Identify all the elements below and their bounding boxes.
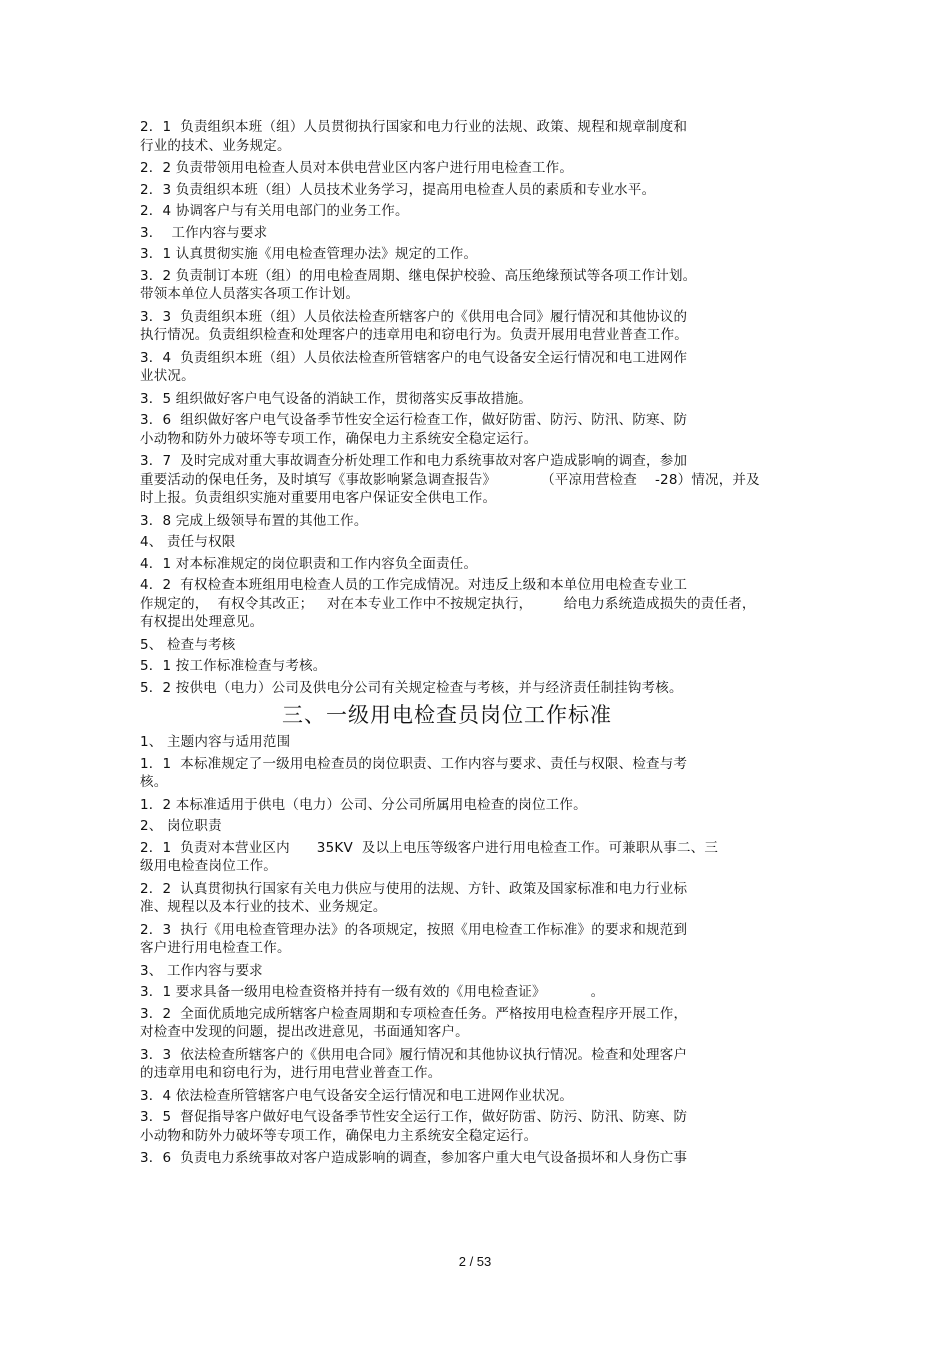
paragraph: 3．5 督促指导客户做好电气设备季节性安全运行工作，做好防雷、防污、防汛、防寒、防 小动物和防外力破坏等专项工作，确保电力主系统安全稳定运行。 — [140, 1109, 688, 1144]
paragraph: 2．4 协调客户与有关用电部门的业务工作。 — [140, 203, 409, 219]
paragraphs-after-heading — [140, 733, 830, 1168]
paragraph: 1．1 本标准规定了一级用电检查员的岗位职责、工作内容与要求、责任与权限、检查与考 核。 — [140, 755, 688, 790]
paragraph: 3．6 负责电力系统事故对客户造成影响的调查，参加客户重大电气设备损坏和人身伤亡事 — [140, 1150, 688, 1166]
paragraph: 3．2 全面优质地完成所辖客户检查周期和专项检查任务。严格按用电检查程序开展工作， 对检查中发现的问题，提出改进意见，书面通知客户。 — [140, 1005, 688, 1040]
paragraph: 5、 检查与考核 — [140, 636, 236, 653]
paragraph: 3．5 组织做好客户电气设备的消缺工作，贯彻落实反事故措施。 — [140, 390, 532, 407]
paragraph: 2．2 认真贯彻执行国家有关电力供应与使用的法规、方针、政策及国家标准和电力行业标 准、规程以及本行业的技术、业务规定。 — [140, 880, 688, 915]
page-number: 2 / 53 — [458, 1254, 492, 1269]
document-body — [140, 118, 830, 1171]
paragraph: 3．6 组织做好客户电气设备季节性安全运行检查工作，做好防雷、防污、防汛、防寒、防 小动物和防外力破坏等专项工作，确保电力主系统安全稳定运行。 — [140, 412, 688, 447]
paragraph: 4．2 有权检查本班组用电检查人员的工作完成情况。对违反上级和本单位用电检查专业工 作规定的， 有权令其改正； 对在本专业工作中不按规定执行， 给电力系统造成损失的责任者， 有权提出处理意见。 — [140, 577, 756, 630]
paragraph: 2．3 执行《用电检查管理办法》的各项规定，按照《用电检查工作标准》的要求和规范到 客户进行用电检查工作。 — [140, 921, 688, 956]
paragraph: 2．2 负责带领用电检查人员对本供电营业区内客户进行用电检查工作。 — [140, 160, 574, 176]
paragraph: 5．1 按工作标准检查与考核。 — [140, 658, 327, 674]
paragraphs-before-heading — [140, 118, 830, 697]
paragraph: 3． 工作内容与要求 — [140, 224, 268, 241]
paragraph: 2．1 负责组织本班（组）人员贯彻执行国家和电力行业的法规、政策、规程和规章制度和 行业的技术、业务规定。 — [140, 119, 688, 154]
paragraph: 3．3 依法检查所辖客户的《供用电合同》履行情况和其他协议执行情况。检查和处理客户 的违章用电和窃电行为，进行用电营业普查工作。 — [140, 1046, 688, 1081]
paragraph: 3．8 完成上级领导布置的其他工作。 — [140, 512, 368, 529]
paragraph: 1、 主题内容与适用范围 — [140, 734, 291, 750]
paragraph: 5．2 按供电（电力）公司及供电分公司有关规定检查与考核，并与经济责任制挂钩考核。 — [140, 679, 683, 696]
paragraph: 3．1 要求具备一级用电检查资格并持有一级有效的《用电检查证》 。 — [140, 984, 605, 1000]
paragraph: 3．1 认真贯彻实施《用电检查管理办法》规定的工作。 — [140, 246, 478, 262]
paragraph: 3．2 负责制订本班（组）的用电检查周期、继电保护校验、高压绝缘预试等各项工作计划。 带领本单位人员落实各项工作计划。 — [140, 267, 697, 302]
paragraph: 3．7 及时完成对重大事故调查分析处理工作和电力系统事故对客户造成影响的调查，参加 重要活动的保电任务，及时填写《事故影响紧急调查报告》 （平凉用营检查 -28）情况，并及 时上报。负责组织实施对重要用电客户保证安全供电工作。 — [140, 453, 760, 506]
paragraph: 3．4 负责组织本班（组）人员依法检查所管辖客户的电气设备安全运行情况和电工进网作 业状况。 — [140, 349, 688, 384]
paragraph: 1．2 本标准适用于供电（电力）公司、分公司所属用电检查的岗位工作。 — [140, 796, 587, 813]
paragraph: 4．1 对本标准规定的岗位职责和工作内容负全面责任。 — [140, 555, 478, 572]
paragraph: 3．3 负责组织本班（组）人员依法检查所辖客户的《供用电合同》履行情况和其他协议的 执行情况。负责组织检查和处理客户的违章用电和窃电行为。负责开展用电营业普查工作。 — [140, 308, 688, 343]
paragraph: 3．4 依法检查所管辖客户电气设备安全运行情况和电工进网作业状况。 — [140, 1087, 574, 1104]
section-heading: 三、一级用电检查员岗位工作标准 — [282, 703, 612, 727]
paragraph: 3、 工作内容与要求 — [140, 962, 263, 979]
paragraph: 2、 岗位职责 — [140, 818, 222, 834]
paragraph: 4、 责任与权限 — [140, 534, 236, 550]
paragraph: 2．1 负责对本营业区内 35KV 及以上电压等级客户进行用电检查工作。可兼职从事二、三 级用电检查岗位工作。 — [140, 839, 719, 874]
paragraph: 2．3 负责组织本班（组）人员技术业务学习，提高用电检查人员的素质和专业水平。 — [140, 181, 656, 198]
